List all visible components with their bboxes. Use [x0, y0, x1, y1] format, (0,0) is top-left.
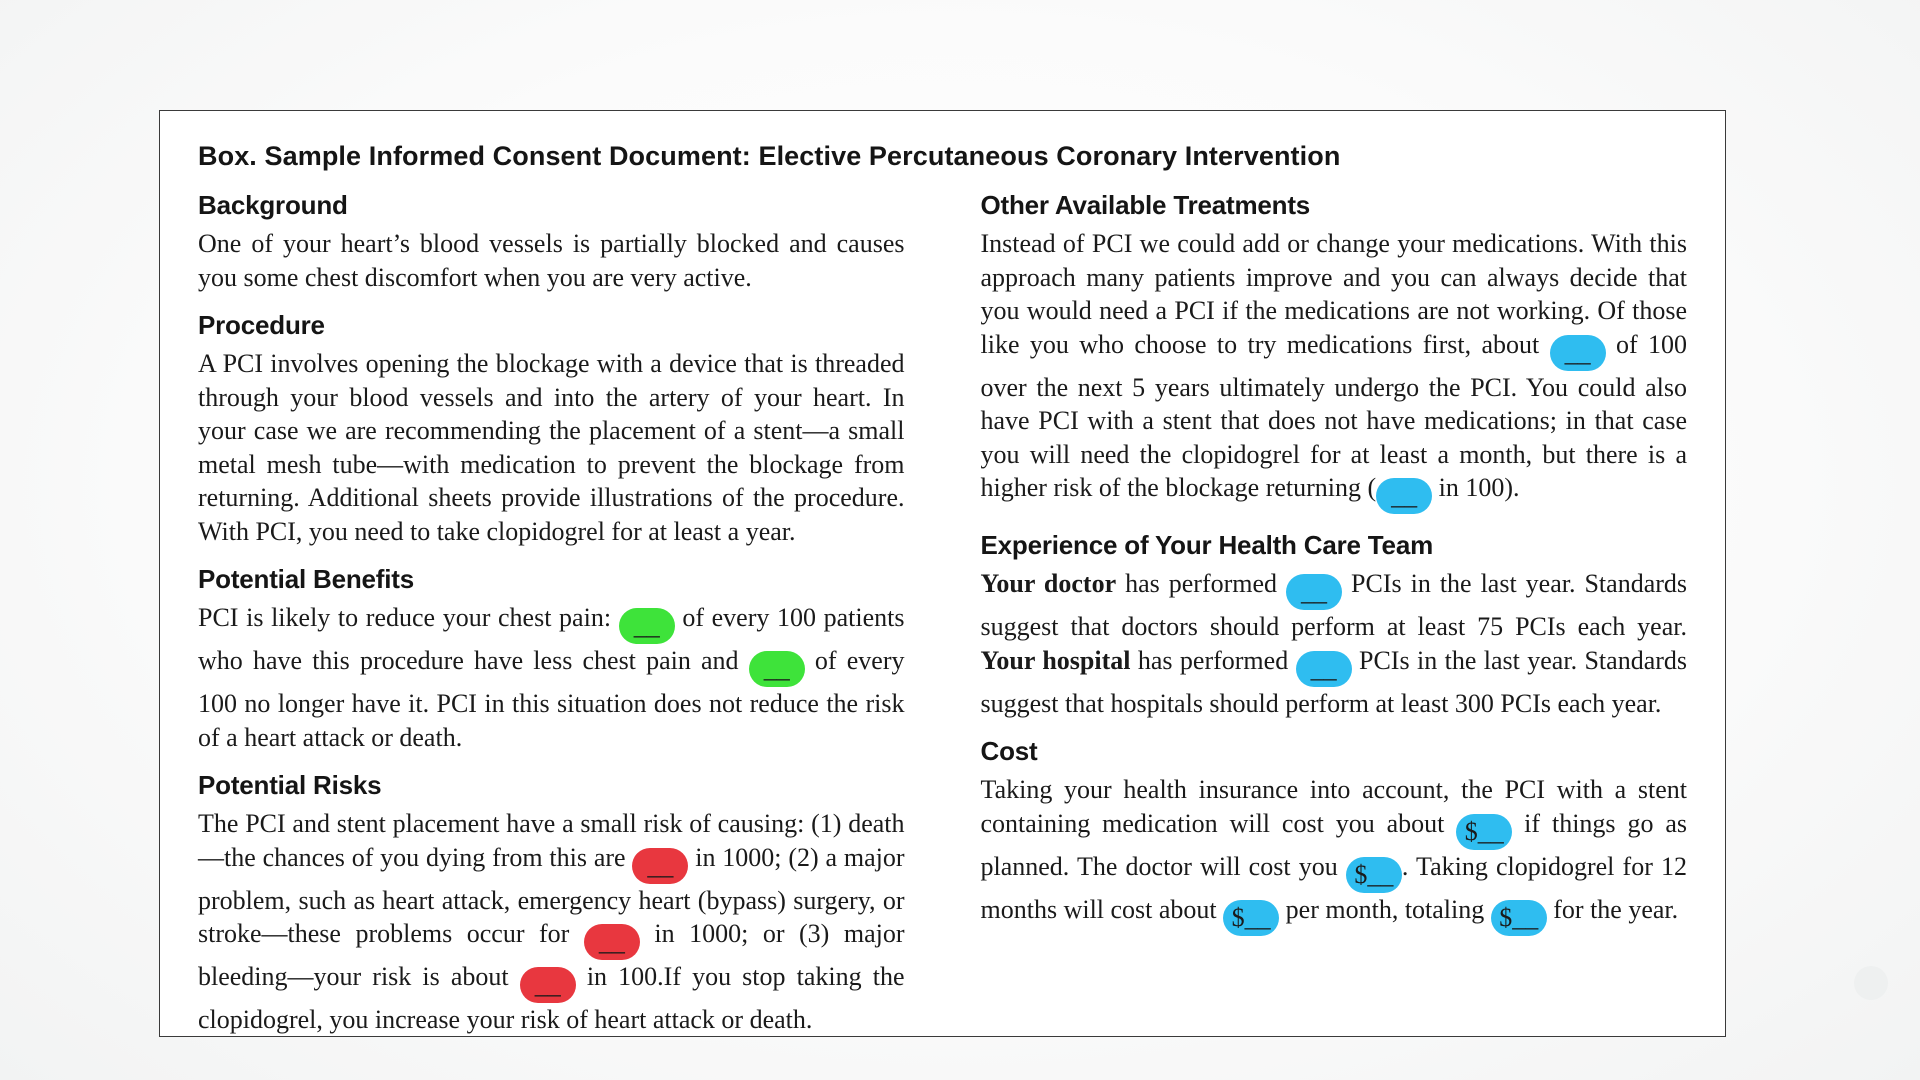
right-column [981, 188, 1688, 1051]
section-heading-cost: Cost [980, 736, 1038, 766]
risk-blank-major-problem[interactable]: __ [584, 924, 640, 960]
benefit-blank-less-pain[interactable]: __ [619, 608, 675, 644]
info-blank-yearly-cost[interactable]: $__ [1491, 900, 1547, 936]
info-blank-blockage-return[interactable]: __ [1376, 478, 1432, 514]
info-blank-medication-first[interactable]: __ [1550, 335, 1606, 371]
doctor-label: Your doctor [980, 569, 1117, 598]
section-heading-other-treatments: Other Available Treatments [980, 190, 1311, 220]
risks-text-part: in 1000; (2) a major problem, such as heart attack, emergency heart (bypass) surgery, or stroke—these problems occur for [198, 842, 905, 948]
cost-text-part: Taking your health insurance into account, the PCI with a stent containing medication will cost you about [980, 775, 1687, 838]
cost-text-part: for the year. [1546, 894, 1679, 924]
section-heading-background: Background [198, 190, 348, 220]
cost-text-part: if things go as planned. The doctor will cost you [980, 808, 1687, 881]
experience-text-part: PCIs in the last year. Standards suggest that hospitals should perform at least 300 PCIs each year. [980, 645, 1688, 718]
risks-text-part: in 1000; or (3) major bleeding—your risk is about [198, 919, 905, 991]
section-heading-risks: Potential Risks [198, 770, 382, 800]
left-column [198, 188, 905, 1051]
info-blank-monthly-cost[interactable]: $__ [1223, 900, 1279, 936]
risk-blank-bleeding[interactable]: __ [520, 967, 576, 1003]
risks-text-part: The PCI and stent placement have a small risk of causing: (1) death—the chances of you dying from this are [198, 809, 905, 872]
experience-text-part: has performed [1130, 645, 1296, 675]
benefit-blank-no-pain[interactable]: __ [749, 651, 805, 687]
background-text: One of your heart’s blood vessels is partially blocked and causes you some chest discomfort when you are very active. [198, 229, 905, 292]
other-text-part: in 100). [1432, 473, 1520, 502]
consent-document-box [159, 110, 1726, 1037]
info-blank-hospital-pcis[interactable]: __ [1296, 651, 1352, 687]
cost-text-part: . Taking clopidogrel for 12 months will cost about [980, 851, 1687, 924]
risk-blank-death[interactable]: __ [632, 848, 688, 884]
experience-text-part: has performed [1116, 569, 1287, 598]
benefits-text [198, 601, 905, 754]
faint-watermark-icon [1854, 966, 1888, 1000]
benefits-text-part: of every 100 no longer have it. PCI in this situation does not reduce the risk of a heart attack or death. [198, 646, 905, 752]
risks-text [198, 807, 905, 1037]
hospital-label: Your hospital [980, 645, 1131, 675]
benefits-text-part: PCI is likely to reduce your chest pain: [198, 603, 619, 632]
experience-text-part: PCIs in the last year. Standards suggest that doctors should perform at least 75 PCIs each year. [980, 569, 1688, 641]
cost-text [981, 773, 1688, 936]
other-treatments-text [981, 227, 1688, 514]
info-blank-pci-cost[interactable]: $__ [1456, 814, 1512, 850]
risks-text-part: in 100.If you stop taking the clopidogrel, you increase your risk of heart attack or death. [198, 962, 905, 1034]
info-blank-doctor-cost[interactable]: $__ [1346, 857, 1402, 893]
document-title: Box. Sample Informed Consent Document: Elective Percutaneous Coronary Intervention [198, 141, 1341, 171]
other-text-part: Instead of PCI we could add or change your medications. With this approach many patients improve and you can always decide that you would need a PCI if the medications are not working. Of those like you who choose to try medications first, about [980, 229, 1687, 359]
other-text-part: of 100 over the next 5 years ultimately undergo the PCI. You could also have PCI with a stent that does not have medications; in that case you will need the clopidogrel for at least a month, but there is a higher risk of the blockage returning ( [980, 329, 1687, 502]
cost-text-part: per month, totaling [1279, 894, 1491, 924]
info-blank-doctor-pcis[interactable]: __ [1286, 574, 1342, 610]
experience-text [981, 567, 1688, 720]
benefits-text-part: of every 100 patients who have this procedure have less chest pain and [198, 603, 905, 675]
section-heading-procedure: Procedure [198, 310, 325, 340]
procedure-text: A PCI involves opening the blockage with a device that is threaded through your blood vessels and into the artery of your heart. In your case we are recommending the placement of a stent—a small metal mesh tube—with medication to prevent the blockage from returning. Additional sheets provide illustrations of the procedure. With PCI, you need to take clopidogrel for at least a year. [198, 349, 905, 546]
section-heading-experience: Experience of Your Health Care Team [980, 530, 1433, 560]
section-heading-benefits: Potential Benefits [198, 564, 414, 594]
